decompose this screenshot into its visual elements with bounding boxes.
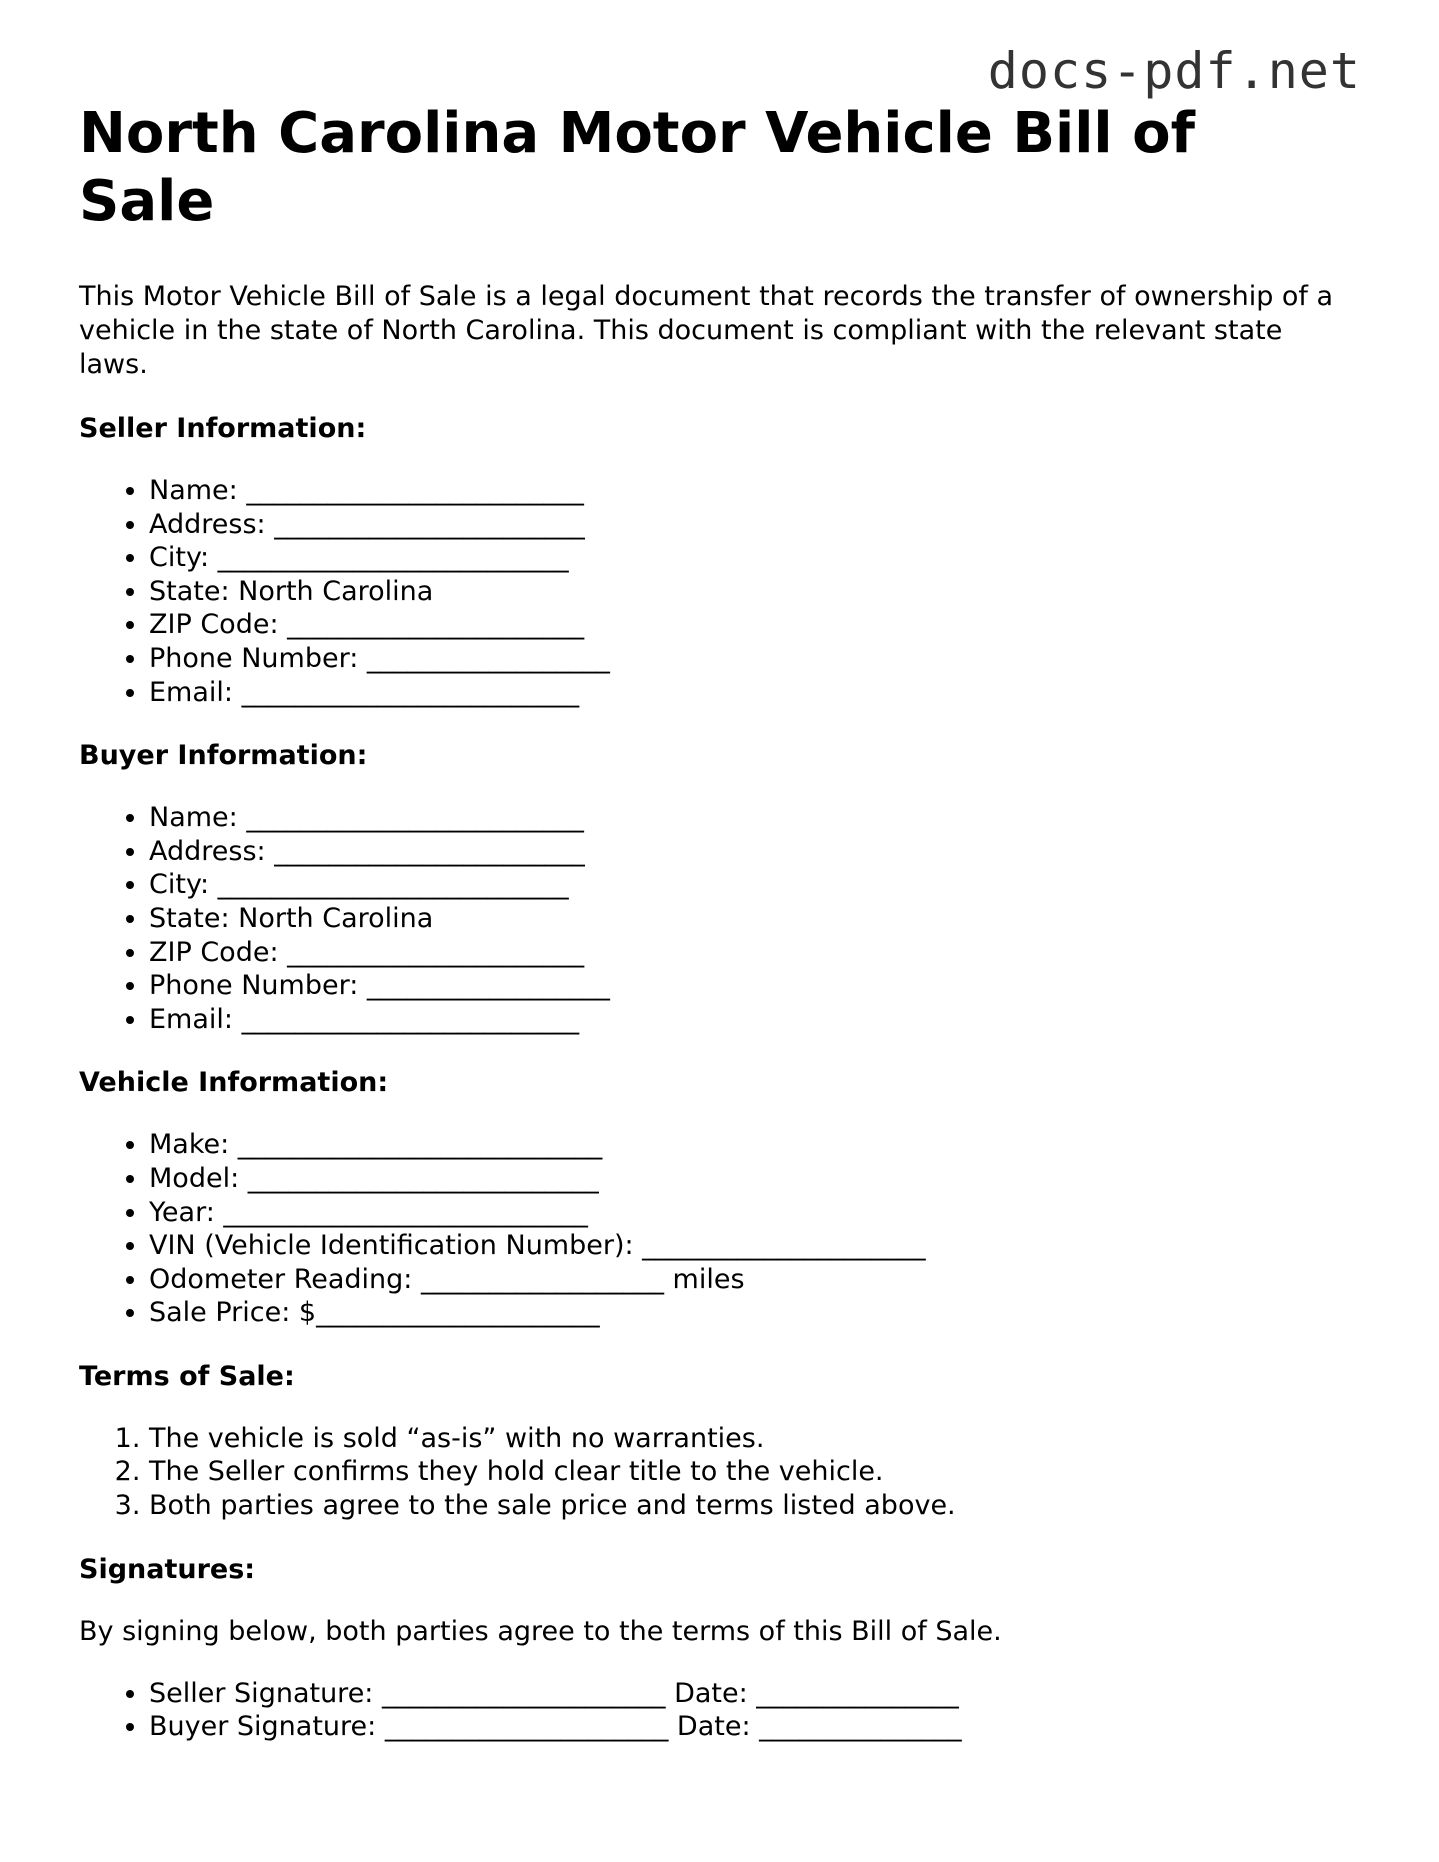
- intro-paragraph: This Motor Vehicle Bill of Sale is a legal document that records the transfer of ownership of a vehicle in the state of North Carolina. This document is compliant with the relevant state laws.: [79, 281, 1334, 380]
- terms-heading: Terms of Sale:: [79, 1360, 295, 1392]
- vehicle-price-field: • Sale Price: $_____________________: [149, 1296, 1349, 1330]
- terms-item: 2. The Seller confirms they hold clear title to the vehicle.: [149, 1455, 1349, 1489]
- seller-phone-field: • Phone Number: __________________: [149, 642, 1349, 676]
- seller-email-field: • Email: _________________________: [149, 676, 1349, 710]
- buyer-phone-field: • Phone Number: __________________: [149, 969, 1349, 1003]
- vehicle-make-field: • Make: ___________________________: [149, 1128, 1349, 1162]
- vehicle-heading: Vehicle Information:: [79, 1067, 389, 1099]
- buyer-heading: Buyer Information:: [79, 740, 368, 772]
- signatures-intro: By signing below, both parties agree to the terms of this Bill of Sale.: [79, 1615, 1002, 1647]
- signatures-list: [79, 1677, 1349, 1744]
- seller-signature-line: • Seller Signature: _____________________ Date: _______________: [149, 1677, 1349, 1711]
- vehicle-year-field: • Year: ___________________________: [149, 1196, 1349, 1230]
- buyer-state-field: • State: North Carolina: [149, 902, 1349, 936]
- vehicle-list: [79, 1128, 1349, 1330]
- signatures-heading: Signatures:: [79, 1553, 256, 1585]
- vehicle-model-field: • Model: __________________________: [149, 1162, 1349, 1196]
- buyer-list: [79, 801, 1349, 1036]
- watermark: docs-pdf.net: [987, 42, 1361, 100]
- buyer-signature-line: • Buyer Signature: _____________________ Date: _______________: [149, 1710, 1349, 1744]
- seller-list: [79, 474, 1349, 709]
- seller-heading: Seller Information:: [79, 413, 367, 444]
- terms-item: 1. The vehicle is sold “as-is” with no warranties.: [149, 1422, 1349, 1456]
- seller-name-field: • Name: _________________________: [149, 474, 1349, 508]
- seller-zip-field: • ZIP Code: ______________________: [149, 608, 1349, 642]
- seller-address-field: • Address: _______________________: [149, 508, 1349, 542]
- vehicle-odometer-field: • Odometer Reading: __________________ miles: [149, 1263, 1349, 1297]
- vehicle-vin-field: • VIN (Vehicle Identification Number): _____________________: [149, 1229, 1349, 1263]
- terms-list: [79, 1422, 1349, 1523]
- buyer-address-field: • Address: _______________________: [149, 835, 1349, 869]
- page-title: North Carolina Motor Vehicle Bill of Sale: [79, 101, 1195, 234]
- seller-city-field: • City: __________________________: [149, 541, 1349, 575]
- seller-state-field: • State: North Carolina: [149, 575, 1349, 609]
- buyer-city-field: • City: __________________________: [149, 868, 1349, 902]
- buyer-email-field: • Email: _________________________: [149, 1003, 1349, 1037]
- buyer-zip-field: • ZIP Code: ______________________: [149, 936, 1349, 970]
- terms-item: 3. Both parties agree to the sale price and terms listed above.: [149, 1489, 1349, 1523]
- buyer-name-field: • Name: _________________________: [149, 801, 1349, 835]
- document-page: [79, 100, 1349, 1744]
